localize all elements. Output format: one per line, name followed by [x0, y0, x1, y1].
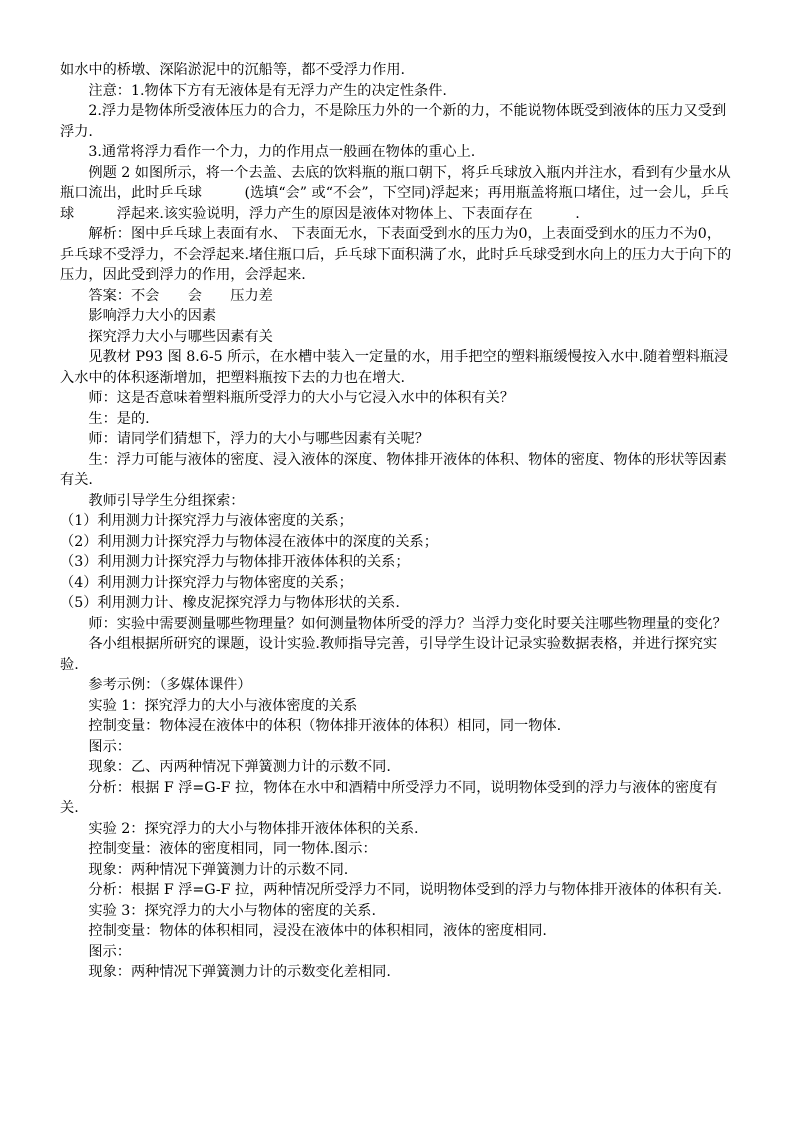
- section-heading: 影响浮力大小的因素: [88, 308, 217, 324]
- paragraph: 图示：: [88, 943, 131, 960]
- paragraph: 图示：: [88, 738, 131, 755]
- paragraph: 分析：根据 F 浮=G-F 拉，物体在水中和酒精中所受浮力不同，说明物体受到的浮力与液体的密度有关.: [60, 779, 718, 816]
- dialogue-line: 师：实验中需要测量哪些物理量？如何测量物体所受的浮力？当浮力变化时要关注哪些物理量的变化？: [88, 615, 727, 632]
- paragraph: 现象：乙、丙两种情况下弹簧测力计的示数不同.: [88, 759, 391, 775]
- paragraph: 见教材 P93 图 8.6-5 所示，在水槽中装入一定量的水，用手把空的塑料瓶缓慢按入水中.随着塑料瓶浸入水中的体积逐渐增加，把塑料瓶按下去的力也在增大.: [60, 349, 729, 386]
- text-line: 如水中的桥墩、深陷淤泥中的沉船等，都不受浮力作用.: [60, 62, 406, 78]
- dialogue-line: 生：是的.: [88, 410, 150, 427]
- paragraph: 控制变量：液体的密度相同，同一物体.图示：: [88, 841, 377, 857]
- list-item: （3）利用测力计探究浮力与物体排开液体体积的关系；: [60, 554, 410, 570]
- paragraph: 控制变量：物体浸在液体中的体积（物体排开液体的体积）相同，同一物体.: [88, 718, 562, 734]
- paragraph: 分析：根据 F 浮=G-F 拉，两种情况所受浮力不同，说明物体受到的浮力与物体排开液体的体积有关.: [88, 882, 722, 898]
- dialogue-line: 师：这是否意味着塑料瓶所受浮力的大小与它浸入水中的体积有关？: [88, 390, 515, 406]
- list-item: （5）利用测力计、橡皮泥探究浮力与物体形状的关系.: [60, 595, 400, 611]
- paragraph: 现象：两种情况下弹簧测力计的示数不同.: [88, 861, 349, 878]
- note-title: 注意：1.物体下方有无液体是有无浮力产生的决定性条件.: [88, 82, 447, 99]
- note-item: 2.浮力是物体所受液体压力的合力，不是除压力外的一个新的力，不能说物体既受到液体的压力又受到浮力.: [60, 103, 727, 140]
- dialogue-line: 师：请同学们猜想下，浮力的大小与哪些因素有关呢？: [88, 431, 429, 447]
- list-item: （1）利用测力计探究浮力与液体密度的关系；: [60, 513, 353, 529]
- list-item: （2）利用测力计探究浮力与物体浸在液体中的深度的关系；: [60, 533, 438, 550]
- paragraph: 参考示例：（多媒体课件）: [88, 677, 252, 693]
- example-question: 例题 2 如图所示，将一个去盖、去底的饮料瓶的瓶口朝下，将乒乓球放入瓶内并注水，看到有少量水从瓶口流出，此时乒乓球 (选填“会” 或“不会”，下空同)浮起来；再用瓶盖将瓶口堵住，过一会儿，乒乓球 浮起来.该实验说明，浮力产生的原因是液体对物体上、下表面存在 .: [60, 164, 731, 222]
- experiment-title: 实验 1：探究浮力的大小与液体密度的关系: [88, 697, 358, 714]
- paragraph: 现象：两种情况下弹簧测力计的示数变化差相同.: [88, 964, 391, 980]
- example-answer: 答案：不会 会 压力差: [88, 287, 273, 304]
- paragraph: 控制变量：物体的体积相同，浸没在液体中的体积相同，液体的密度相同.: [88, 923, 547, 939]
- document-page: [60, 60, 734, 983]
- list-item: （4）利用测力计探究浮力与物体密度的关系；: [60, 574, 353, 591]
- note-item: 3.通常将浮力看作一个力，力的作用点一般画在物体的重心上.: [88, 144, 476, 160]
- dialogue-line: 生：浮力可能与液体的密度、浸入液体的深度、物体排开液体的体积、物体的密度、物体的形状等因素有关.: [60, 451, 727, 488]
- experiment-title: 实验 3：探究浮力的大小与物体的密度的关系.: [88, 902, 377, 919]
- experiment-title: 实验 2：探究浮力的大小与物体排开液体体积的关系.: [88, 820, 419, 837]
- example-analysis: 解析：图中乒乓球上表面有水、 下表面无水，下表面受到水的压力为0，上表面受到水的压力不为0，乒乓球不受浮力，不会浮起来.堵住瓶口后，乒乓球下面积满了水，此时乒乓球受到水向上的压力大于向下的压力，因此受到浮力的作用，会浮起来.: [60, 226, 732, 283]
- paragraph: 教师引导学生分组探索：: [88, 492, 245, 509]
- paragraph: 各小组根据所研究的课题，设计实验.教师指导完善，引导学生设计记录实验数据表格，并进行探究实验.: [60, 636, 718, 673]
- subsection-heading: 探究浮力大小与哪些因素有关: [88, 328, 273, 345]
